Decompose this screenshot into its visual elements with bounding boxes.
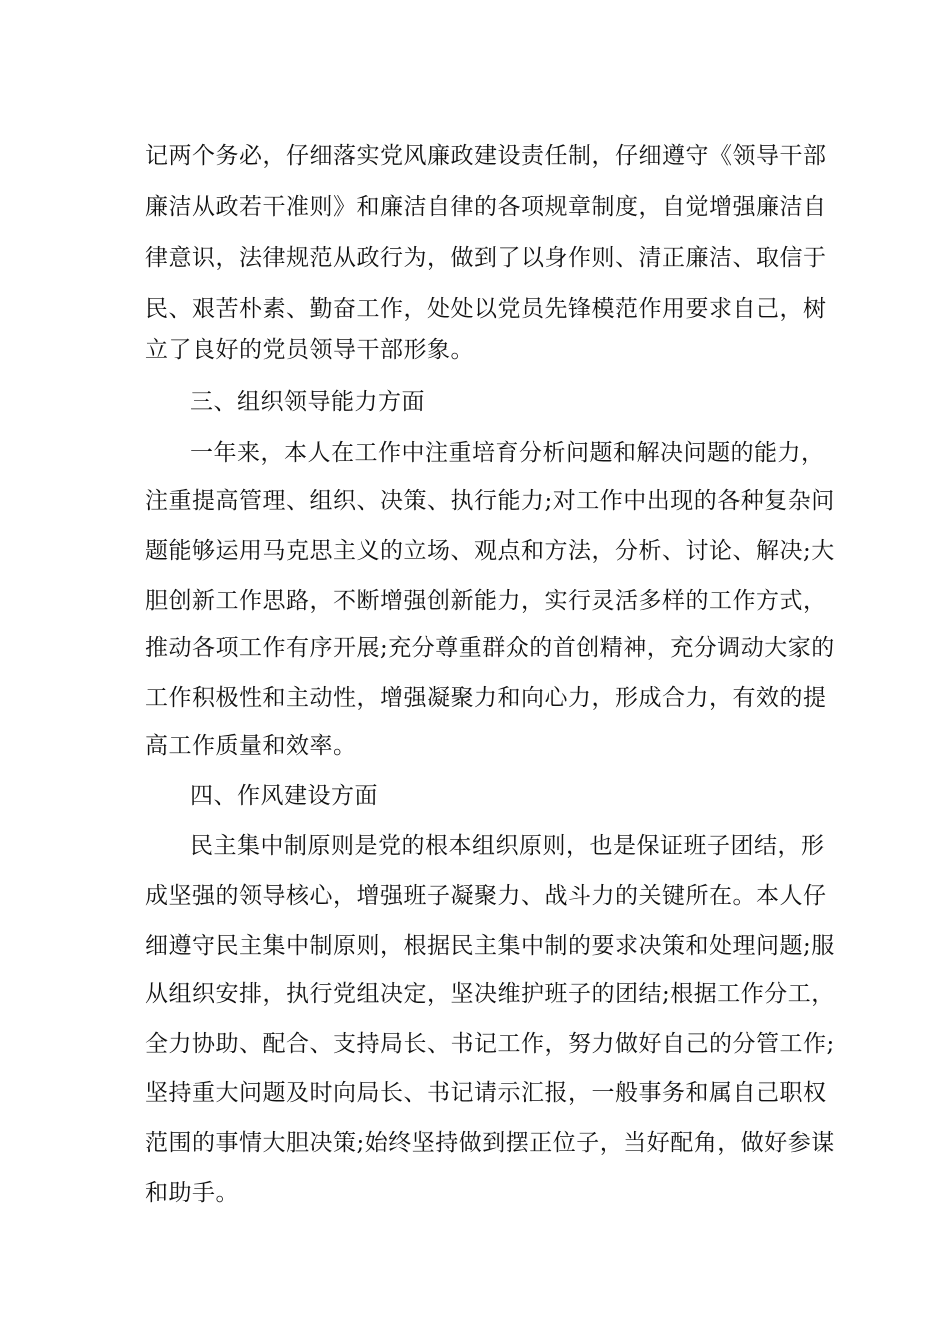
paragraph-line: 廉洁从政若干准则》和廉洁自律的各项规章制度，自觉增强廉洁自 bbox=[145, 194, 827, 220]
section-heading: 四、作风建设方面 bbox=[190, 783, 378, 809]
paragraph-line: 立了良好的党员领导干部形象。 bbox=[145, 337, 474, 363]
paragraph-line: 范围的事情大胆决策;始终坚持做到摆正位子，当好配角，做好参谋 bbox=[145, 1130, 835, 1156]
paragraph-line: 律意识，法律规范从政行为，做到了以身作则、清正廉洁、取信于 bbox=[145, 245, 827, 271]
paragraph-line: 坚持重大问题及时向局长、书记请示汇报，一般事务和属自己职权 bbox=[145, 1080, 827, 1106]
section-heading: 三、组织领导能力方面 bbox=[190, 389, 425, 415]
paragraph-line: 民、艰苦朴素、勤奋工作，处处以党员先锋模范作用要求自己，树 bbox=[145, 296, 827, 322]
paragraph-line: 细遵守民主集中制原则，根据民主集中制的要求决策和处理问题;服 bbox=[145, 933, 835, 959]
paragraph-line: 全力协助、配合、支持局长、书记工作，努力做好自己的分管工作; bbox=[145, 1031, 835, 1057]
paragraph-line: 和助手。 bbox=[145, 1180, 239, 1206]
paragraph-line: 高工作质量和效率。 bbox=[145, 733, 357, 759]
paragraph-line: 推动各项工作有序开展;充分尊重群众的首创精神，充分调动大家的 bbox=[145, 635, 835, 661]
paragraph-line: 民主集中制原则是党的根本组织原则，也是保证班子团结，形 bbox=[190, 833, 825, 859]
paragraph-line: 胆创新工作思路，不断增强创新能力，实行灵活多样的工作方式， bbox=[145, 588, 827, 614]
paragraph-line: 题能够运用马克思主义的立场、观点和方法，分析、讨论、解决;大 bbox=[145, 538, 835, 564]
paragraph-line: 注重提高管理、组织、决策、执行能力;对工作中出现的各种复杂问 bbox=[145, 488, 835, 514]
paragraph-line: 一年来，本人在工作中注重培育分析问题和解决问题的能力， bbox=[190, 440, 825, 466]
paragraph-line: 成坚强的领导核心，增强班子凝聚力、战斗力的关键所在。本人仔 bbox=[145, 883, 827, 909]
paragraph-line: 从组织安排，执行党组决定，坚决维护班子的团结;根据工作分工， bbox=[145, 981, 835, 1007]
paragraph-line: 工作积极性和主动性，增强凝聚力和向心力，形成合力，有效的提 bbox=[145, 685, 827, 711]
paragraph-line: 记两个务必，仔细落实党风廉政建设责任制，仔细遵守《领导干部 bbox=[145, 143, 827, 169]
